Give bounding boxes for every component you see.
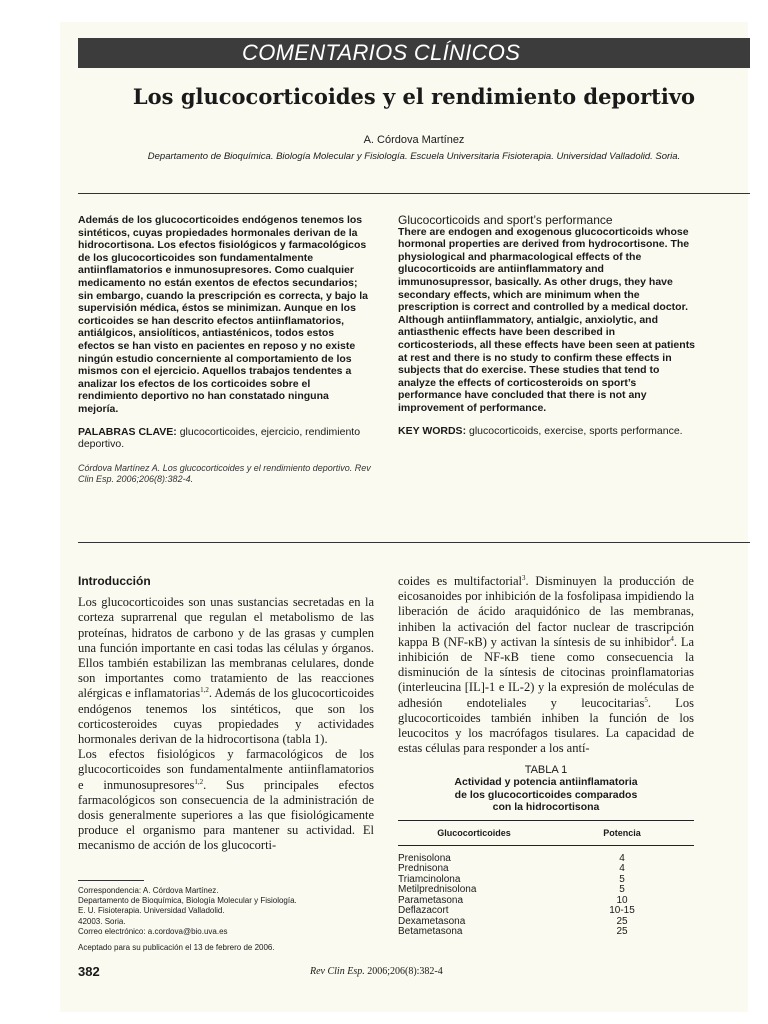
body-column-right (398, 574, 694, 756)
journal-citation: Rev Clin Esp. 2006;206(8):382-4 (310, 966, 443, 977)
footnote-rule (78, 880, 144, 881)
table-row: Prenisolona 4 (398, 852, 625, 864)
email[interactable]: Correo electrónico: a.cordova@bio.uva.es (78, 926, 228, 936)
intro-paragraph-1: Los glucocorticoides son unas sustancias secretadas en la corteza suprarrenal que regulan el metabolismo de las proteínas, hidratos de carbono y de las grasas y cumplen una función importante en casi todas las células y órganos. Ellos también estabilizan las membranas celulares, donde son importantes como tratamiento de las reacciones alérgicas e inflamatorias$^{1,2}$. Además de los glucocorticoides endógenos tenemos los sintéticos, que son los corticosteroides cuyas propiedades y actividades hormonales derivan de la hidrocortisona (tabla 1). (78, 595, 374, 747)
table-row: Betametasona 25 (398, 926, 628, 937)
keywords-english-value: glucocorticoids, exercise, sports performance. (468, 424, 683, 437)
table-header-potency: Potencia (550, 820, 694, 845)
author: A. Córdova Martínez (363, 134, 465, 146)
abstract-english (398, 214, 696, 437)
intro-heading: Introducción (78, 574, 151, 588)
reference: 1,2 (194, 777, 204, 786)
intro-paragraph-2: Los efectos fisiológicos y farmacológicos de los glucocorticoides son fundamentalmente antiinflamatorios e inmunosupresores$^{1,2}$. Sus principales efectos farmacológicos son consecuencia de la administración de dosis generalmente superiores a las que fisiológicamente produce el organismo para mantener su actividad. El mecanismo de acción de los glucocorti- (78, 747, 374, 853)
reference: 4 (670, 634, 674, 643)
keywords-spanish (78, 426, 372, 451)
table-title: Actividad y potencia antiinflamatoria de los glucocorticoides comparados con la hidrocortisona (454, 776, 638, 813)
correspondence-footnote: Correspondencia: A. Córdova Martínez. Departamento de Bioquímica, Biología Molecular y Fisiología. E. U. Fisioterapia. Universidad Valladolid. 42003. Soria. Correo electrónico: a.cordova@bio.uva.es Aceptado para su publicación el 13 de febrero de 2006. (78, 886, 378, 953)
reference: 5 (644, 695, 648, 704)
abstract-english-body: There are endogen and exogenous glucocorticoids whose hormonal properties are derived from hydrocortisone. The physiological and pharmacological effects of the glucocorticoids are antiinflammatory and immunosupressor, basically. As other drugs, they have secondary effects, which are minimum when the prescription is correct and controlled by a medical doctor. Although antiinflammatory, antialgic, anxiolytic, and antiasthenic effects have been described in corticosteriods, all these effects have been seen at patients at rest and there is no study to confirm these effects in subjects that do exercise. These studies that tend to analyze the effects of corticosteroids on sport’s performance have concluded that there is not any improvement of performance. (398, 225, 696, 414)
keywords-english (398, 425, 696, 438)
table-header-glucocorticoids: Glucocorticoides (398, 820, 550, 845)
intro-paragraph-3: coides es multifactorial$^3$. Disminuyen la producción de eicosanoides por inhibición de la fosfolipasa impidiendo la liberación de ácido araquidónico de las membranas, inhiben la activación del factor nuclear de trascripción kappa B (NF-κB) y activan la síntesis de su inhibidor$^4$. La inhibición de NF-κB tiene como consecuencia la disminución de la síntesis de citocinas proinflamatorias (interleucina [IL]-1 e IL-2) y la expresión de moléculas de adhesión endoteliales y leucocitarias$^5$. Los glucocorticoides también inhiben la función de los leucocitos y los macrófagos tisulares. La capacidad de estas células para responder a los antí- (398, 573, 695, 756)
page-number: 382 (78, 964, 100, 979)
article-title: Los glucocorticoides y el rendimiento deportivo (132, 84, 696, 109)
keywords-spanish-value: glucocorticoides, ejercicio, rendimiento deportivo. (78, 425, 361, 451)
table-1 (398, 764, 694, 938)
table-grid (398, 820, 694, 938)
table-row: Prednisona 4 (398, 863, 625, 874)
abstract-spanish-body: Además de los glucocorticoides endógenos tenemos los sintéticos, cuyas propiedades hormonales derivan de la hidrocortisona. Los efectos fisiológicos y farmacológicos de los glucocorticoides son fundamentalmente antiinflamatorios e inmunosupresores. Como cualquier medicamento no están exentos de efectos secundarios; sin embargo, cuando la prescripción es correcta, y bajo la supervisión médica, éstos se minimizan. Aunque en los corticoides se han descrito efectos antiinflamatorios, antiálgicos, ansiolíticos, antiasténicos, todos estos efectos se han visto en pacientes en reposo y no existe ningún estudio concerniente al comportamiento de los mismos con el ejercicio. Aquellos trabajos tendentes a analizar los efectos de los corticoides sobre el rendimiento deportivo no han constatado ninguna mejoría. (78, 214, 369, 415)
reference: 3 (521, 573, 526, 582)
table-row: Deflazacort 10-15 (398, 905, 635, 916)
keywords-spanish-label: PALABRAS CLAVE: (78, 425, 177, 438)
abstract-english-title: Glucocorticoids and sport’s performance (398, 213, 613, 227)
abstract-rule (78, 542, 750, 543)
abstract-spanish (78, 214, 372, 485)
table-row: Triamcinolona 5 (398, 873, 625, 885)
section-header: COMENTARIOS CLÍNICOS (78, 38, 750, 68)
accepted-date: Aceptado para su publicación el 13 de febrero de 2006. (78, 943, 275, 953)
table-row: Parametasona 10 (398, 894, 628, 906)
table-row: Dexametasona 25 (398, 915, 628, 927)
header-rule (78, 193, 750, 194)
reference: 1,2 (200, 686, 209, 695)
keywords-english-label: KEY WORDS: (398, 424, 467, 437)
table-number: TABLA 1 (524, 764, 568, 776)
affiliation: Departamento de Bioquímica. Biología Molecular y Fisiología. Escuela Universitaria Fisioterapia. Universidad Valladolid. Soria. (147, 151, 681, 162)
citation: Córdova Martínez A. Los glucocorticoides y el rendimiento deportivo. Rev Clin Esp. 2006;206(8):382-4. (78, 462, 371, 484)
body-column-left (78, 574, 374, 854)
table-row: Metilprednisolona 5 (398, 884, 625, 895)
